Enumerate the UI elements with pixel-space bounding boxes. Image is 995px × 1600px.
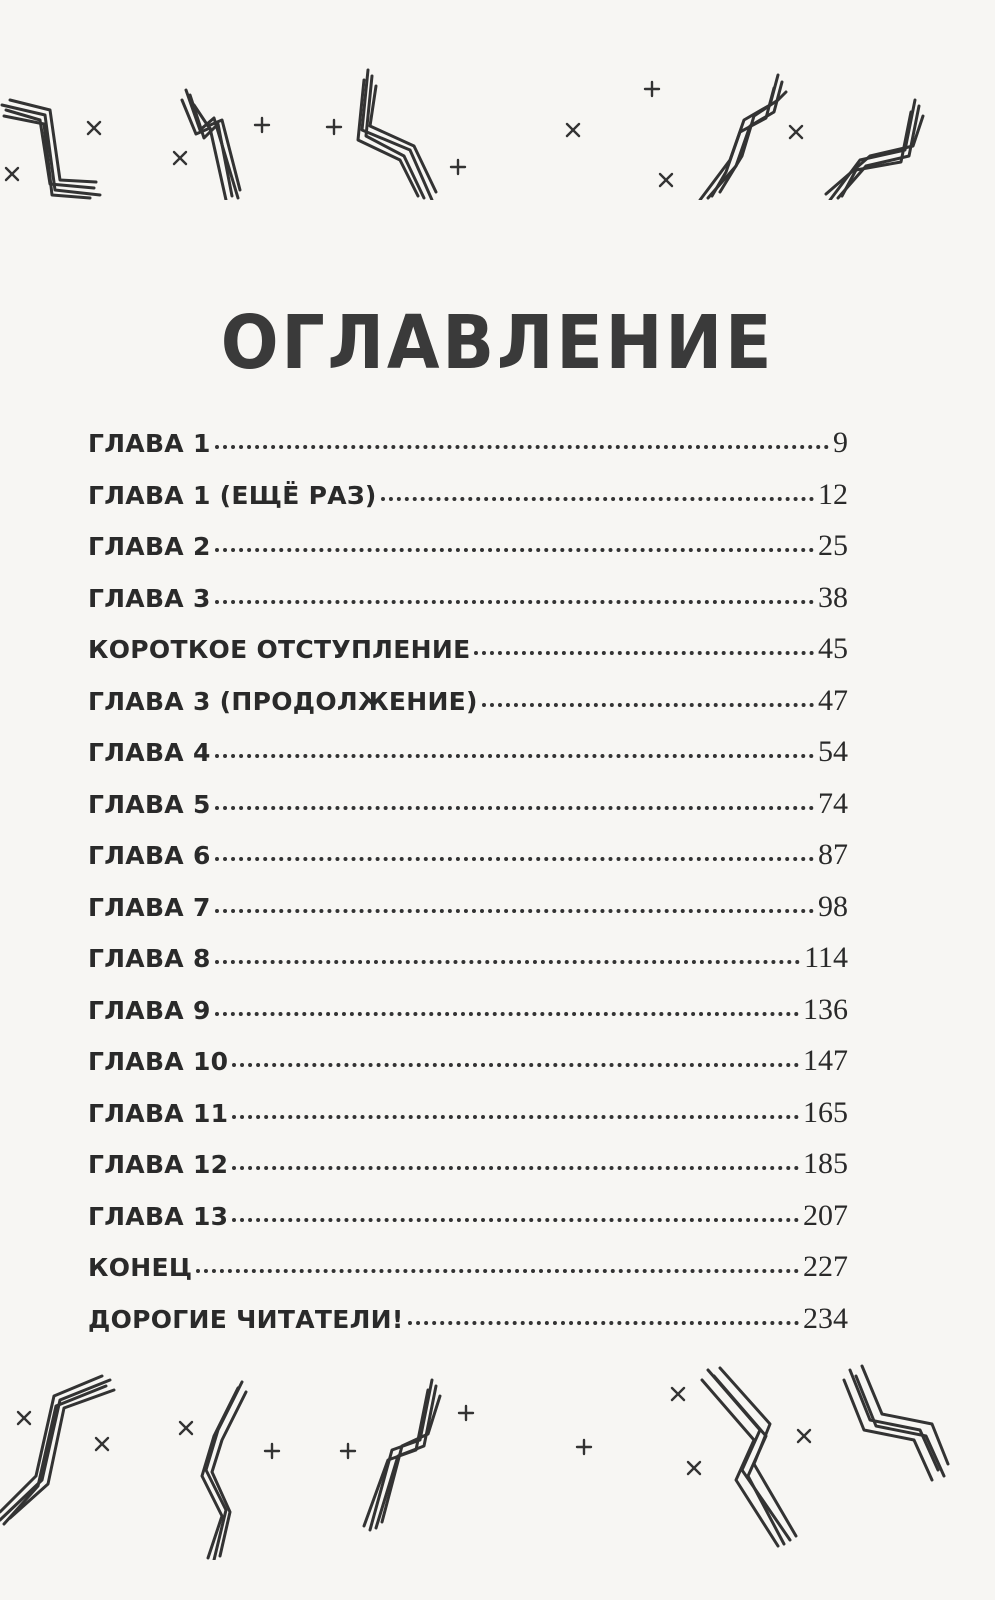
toc-entry-page: 87 xyxy=(818,838,848,871)
cross-icon xyxy=(567,124,579,136)
toc-entry-page: 114 xyxy=(804,941,848,974)
dot-leader xyxy=(215,444,829,449)
toc-entry-label: ГЛАВА 13 xyxy=(88,1201,229,1231)
dot-leader xyxy=(215,856,814,861)
plus-icon xyxy=(255,118,269,132)
toc-entry-page: 9 xyxy=(833,426,848,459)
cross-icon xyxy=(790,126,802,138)
dot-leader xyxy=(215,599,814,604)
toc-entry-label: ГЛАВА 3 xyxy=(88,583,211,613)
plus-icon xyxy=(451,160,465,174)
toc-entry xyxy=(88,478,848,530)
toc-entry xyxy=(88,1199,848,1251)
dot-leader xyxy=(381,496,814,501)
page-title: ОГЛАВЛЕНИЕ xyxy=(220,300,775,386)
top-decorative-border xyxy=(0,0,995,200)
zigzag-icon xyxy=(202,1382,246,1560)
cross-icon xyxy=(88,122,100,134)
toc-entry-label: ГЛАВА 12 xyxy=(88,1150,229,1179)
plus-icon xyxy=(577,1440,591,1454)
toc-entry xyxy=(88,890,848,942)
zigzag-icon xyxy=(826,100,923,200)
plus-icon xyxy=(459,1406,473,1420)
dot-leader xyxy=(215,805,814,810)
toc-entry xyxy=(88,684,848,736)
toc-entry xyxy=(88,632,848,684)
dot-leader xyxy=(232,1062,799,1067)
dot-leader xyxy=(232,1217,799,1222)
toc-entry-label: ГЛАВА 6 xyxy=(88,841,211,870)
toc-entry-label: ГЛАВА 1 xyxy=(88,429,211,458)
dot-leader xyxy=(215,1011,799,1016)
zigzag-icon xyxy=(358,70,436,200)
zigzag-icon xyxy=(182,90,240,200)
toc-entry xyxy=(88,529,848,581)
toc-entry xyxy=(88,1096,848,1148)
dot-leader xyxy=(215,753,814,758)
toc-entry-page: 136 xyxy=(803,992,848,1026)
dot-leader xyxy=(215,908,814,913)
plus-icon xyxy=(327,120,341,134)
toc-entry-page: 185 xyxy=(803,1147,848,1180)
plus-icon xyxy=(341,1444,355,1458)
toc-entry-label: ГЛАВА 3 (ПРОДОЛЖЕНИЕ) xyxy=(88,686,478,716)
toc-entry-label: КОНЕЦ xyxy=(88,1253,193,1282)
toc-entry-page: 98 xyxy=(818,889,848,923)
cross-icon xyxy=(660,174,672,186)
dot-leader xyxy=(232,1165,799,1170)
toc-entry xyxy=(88,1044,848,1096)
dot-leader xyxy=(408,1320,799,1325)
toc-entry-page: 227 xyxy=(803,1250,848,1283)
toc-entry-label: ГЛАВА 8 xyxy=(88,944,211,973)
dot-leader xyxy=(196,1268,799,1273)
toc-entry-page: 234 xyxy=(803,1301,848,1335)
toc-entry xyxy=(88,735,848,787)
table-of-contents xyxy=(88,426,848,1353)
zigzag-icon xyxy=(364,1380,440,1530)
cross-icon xyxy=(672,1388,684,1400)
zigzag-icon xyxy=(700,75,786,200)
toc-entry-label: ГЛАВА 7 xyxy=(88,892,211,922)
cross-icon xyxy=(174,152,186,164)
toc-entry xyxy=(88,787,848,839)
toc-entry-page: 12 xyxy=(818,477,848,511)
toc-entry-page: 74 xyxy=(818,786,848,820)
plus-icon xyxy=(265,1444,279,1458)
toc-entry-label: ГЛАВА 10 xyxy=(88,1047,229,1076)
toc-entry-page: 165 xyxy=(803,1095,848,1129)
cross-icon xyxy=(96,1438,108,1450)
toc-entry-label: КОРОТКОЕ ОТСТУПЛЕНИЕ xyxy=(88,635,471,664)
toc-entry-label: ГЛАВА 2 xyxy=(88,532,211,561)
toc-entry-page: 54 xyxy=(818,735,848,768)
toc-entry-page: 25 xyxy=(818,529,848,562)
toc-entry-page: 38 xyxy=(818,580,848,614)
dot-leader xyxy=(482,702,814,707)
toc-entry xyxy=(88,838,848,890)
toc-entry-page: 207 xyxy=(803,1198,848,1232)
toc-entry xyxy=(88,941,848,993)
toc-entry-label: ГЛАВА 9 xyxy=(88,995,211,1025)
toc-entry-page: 147 xyxy=(803,1044,848,1077)
zigzag-icon xyxy=(844,1366,948,1480)
toc-entry xyxy=(88,1250,848,1302)
dot-leader xyxy=(232,1114,799,1119)
toc-entry-label: ГЛАВА 1 (ЕЩЁ РАЗ) xyxy=(88,480,377,510)
toc-entry-page: 47 xyxy=(818,683,848,717)
toc-entry-label: ДОРОГИЕ ЧИТАТЕЛИ! xyxy=(88,1304,404,1334)
cross-icon xyxy=(6,168,18,180)
cross-icon xyxy=(18,1412,30,1424)
dot-leader xyxy=(215,547,814,552)
dot-leader xyxy=(215,959,800,964)
zigzag-icon xyxy=(2,100,100,198)
zigzag-icon xyxy=(702,1368,796,1546)
bottom-decorative-border xyxy=(0,1360,995,1560)
cross-icon xyxy=(688,1462,700,1474)
plus-icon xyxy=(645,82,659,96)
toc-entry xyxy=(88,426,848,478)
toc-entry-page: 45 xyxy=(818,632,848,665)
cross-icon xyxy=(180,1422,192,1434)
toc-entry xyxy=(88,581,848,633)
toc-entry-label: ГЛАВА 5 xyxy=(88,789,211,819)
dot-leader xyxy=(474,650,814,655)
toc-entry-label: ГЛАВА 11 xyxy=(88,1098,229,1128)
toc-entry xyxy=(88,993,848,1045)
cross-icon xyxy=(798,1430,810,1442)
toc-entry-label: ГЛАВА 4 xyxy=(88,738,211,767)
toc-entry xyxy=(88,1147,848,1199)
toc-entry xyxy=(88,1302,848,1354)
